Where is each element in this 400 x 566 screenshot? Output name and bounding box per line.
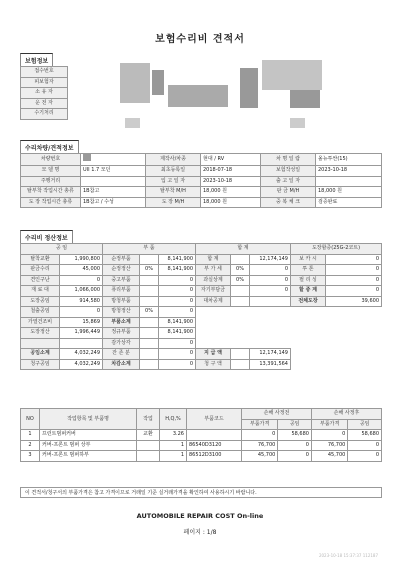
vehicle-value: 18,000 원 — [316, 187, 382, 198]
parts-cell: 프런트범퍼커버 — [40, 430, 137, 441]
settle-value: 45,000 — [60, 265, 103, 276]
table-row — [21, 440, 382, 451]
settle-label: 청구공임 — [21, 359, 60, 370]
vehicle-value — [81, 176, 146, 187]
parts-cell: 0 — [278, 440, 312, 451]
vehicle-value: 검증완료 — [316, 197, 382, 208]
parts-cell: 커버-프론트 범퍼 상부 — [40, 440, 137, 451]
parts-cell: 0 — [278, 451, 312, 462]
parts-head: H,Q,% — [160, 409, 187, 430]
settle-table — [20, 243, 382, 370]
settle-value: 15,869 — [60, 317, 103, 328]
parts-cell: 45,700 — [242, 451, 278, 462]
settle-label: 대차공제 — [196, 296, 231, 307]
settle-value: 0 — [250, 275, 291, 286]
settle-label: 자기부담금 — [196, 286, 231, 297]
vehicle-value: UII 1.7 모던 — [81, 166, 146, 177]
redaction-block — [290, 118, 305, 128]
settle-col-head: 부 품 — [103, 244, 196, 255]
vehicle-label: 출 고 일 자 — [261, 176, 316, 187]
settle-label: 과실상계 — [196, 275, 231, 286]
vehicle-table — [20, 153, 382, 208]
settle-label: 탈착교환 — [21, 254, 60, 265]
settle-value: 0 — [326, 275, 382, 286]
vehicle-header: 수리차량/견적정보 — [20, 140, 79, 154]
settle-label: 공임소계 — [21, 349, 60, 360]
settle-value: 0 — [159, 307, 196, 318]
parts-cell: 86540D3120 — [187, 440, 242, 451]
parts-subhead: 공임 — [348, 419, 382, 430]
parts-cell — [137, 451, 160, 462]
vehicle-value: 1B참고 / 수성 — [81, 197, 146, 208]
settle-label: 차감소계 — [103, 359, 140, 370]
vehicle-label: 탈부착 작업시간 총류 — [21, 187, 81, 198]
settle-value: 1,996,449 — [60, 328, 103, 339]
parts-cell: 1 — [160, 451, 187, 462]
vehicle-label: 최초등록일 — [146, 166, 201, 177]
vehicle-value: 2023-10-18 — [201, 176, 261, 187]
vehicle-value: 현대 / RV — [201, 154, 261, 166]
settle-value: 0 — [60, 275, 103, 286]
settle-value — [60, 338, 103, 349]
settle-label: 재 료 대 — [21, 286, 60, 297]
parts-subhead: 부품가격 — [242, 419, 278, 430]
parts-table — [20, 408, 382, 462]
insurance-table — [20, 66, 68, 120]
redaction-block — [290, 90, 320, 108]
vehicle-value: 18,000 원 — [201, 197, 261, 208]
settle-value: 0% — [231, 265, 250, 276]
settle-value: 13,391,564 — [250, 359, 291, 370]
settle-value: 39,600 — [326, 296, 382, 307]
settle-value: 12,174,149 — [250, 349, 291, 360]
vehicle-label: 주행거리 — [21, 176, 81, 187]
insurance-label: 피보험자 — [21, 77, 68, 88]
parts-head: 손해 사정후 — [311, 409, 381, 420]
price-notice: 이 견적서/청구서의 부품가격은 참고 가격이므로 거래일 기준 실거래가격을 확인하여 사용하시기 바랍니다. — [20, 487, 382, 498]
parts-cell: 0 — [348, 440, 382, 451]
settle-value: 0% — [231, 275, 250, 286]
redaction-block — [152, 70, 164, 95]
parts-cell: 0 — [242, 430, 278, 441]
settle-value: 0 — [159, 275, 196, 286]
settle-label: 순정정산 — [103, 265, 140, 276]
footer-title: AUTOMOBILE REPAIR COST On-line — [136, 512, 264, 520]
paint-surcharge-label: 도장할증(25G-2코트) — [291, 244, 382, 255]
parts-head: 작업 — [137, 409, 160, 430]
vehicle-label: 판 금 M/H — [261, 187, 316, 198]
parts-cell: 76,700 — [242, 440, 278, 451]
settle-value: 0 — [326, 286, 382, 297]
settle-value: 8,141,900 — [159, 328, 196, 339]
document-title: 보험수리비 견적서 — [155, 34, 245, 45]
parts-cell: 커버-프론트 범퍼하부 — [40, 451, 137, 462]
parts-head: 부품코드 — [187, 409, 242, 430]
vehicle-value: 2018-07-18 — [201, 166, 261, 177]
settle-label: 정규부품 — [103, 328, 140, 339]
insurance-label: 접수번호 — [21, 67, 68, 78]
page-number: 페이지 : 1/8 — [183, 529, 217, 536]
settle-value: 0 — [159, 296, 196, 307]
settle-col-head: 공 임 — [21, 244, 103, 255]
settle-label: 잔 존 분 — [103, 349, 140, 360]
settle-value: 0 — [159, 338, 196, 349]
redaction-block — [125, 118, 140, 128]
settle-label — [21, 338, 60, 349]
settle-value: 1,990,800 — [60, 254, 103, 265]
parts-cell: 45,700 — [311, 451, 347, 462]
insurance-label: 소 유 자 — [21, 88, 68, 99]
parts-cell: 3.26 — [160, 430, 187, 441]
settle-label: 투 톤 — [291, 265, 326, 276]
parts-cell: 3 — [21, 451, 40, 462]
insurance-header: 보험정보 — [20, 53, 53, 67]
settle-value: 0 — [326, 265, 382, 276]
parts-subhead: 부품가격 — [311, 419, 347, 430]
settle-value: 0% — [140, 265, 159, 276]
settle-label: 도장정산 — [21, 328, 60, 339]
vehicle-label: 도 장 작업시간 총류 — [21, 197, 81, 208]
parts-cell: 2 — [21, 440, 40, 451]
settle-label: 할 증 계 — [291, 286, 326, 297]
settle-label: 전체도장 — [291, 296, 326, 307]
settle-value — [250, 296, 291, 307]
vehicle-label: 차량번호 — [21, 154, 81, 166]
settle-value: 0 — [60, 307, 103, 318]
parts-head: NO — [21, 409, 40, 430]
table-row — [21, 430, 382, 441]
insurance-label: 수기처리 — [21, 109, 68, 120]
settle-label: 합 계 — [196, 254, 231, 265]
parts-cell: 58,680 — [278, 430, 312, 441]
vehicle-label: 보험작성일 — [261, 166, 316, 177]
settle-label: 청 구 액 — [196, 359, 231, 370]
settle-value: 0% — [140, 307, 159, 318]
parts-cell: 86512D3100 — [187, 451, 242, 462]
redaction-block — [120, 63, 150, 103]
settle-value: 0 — [159, 359, 196, 370]
parts-cell — [187, 430, 242, 441]
table-row — [21, 451, 382, 462]
vehicle-number — [81, 154, 146, 166]
settle-label: 도장공임 — [21, 296, 60, 307]
vehicle-label: 제작사/차종 — [146, 154, 201, 166]
settle-label: 부 가 세 — [196, 265, 231, 276]
settle-value: 4,032,249 — [60, 349, 103, 360]
settle-label: 방청정산 — [103, 307, 140, 318]
parts-cell — [137, 440, 160, 451]
settle-value: 8,141,900 — [159, 254, 196, 265]
redaction-block — [168, 85, 228, 107]
settle-label: 보 카 시 — [291, 254, 326, 265]
redaction-block — [83, 154, 91, 161]
settle-col-head: 합 계 — [196, 244, 291, 255]
parts-cell: 76,700 — [311, 440, 347, 451]
settle-value: 0 — [326, 254, 382, 265]
settle-value: 0 — [250, 265, 291, 276]
settle-value: 12,174,149 — [250, 254, 291, 265]
settle-header: 수리비 정산정보 — [20, 230, 73, 244]
settle-value: 4,032,249 — [60, 359, 103, 370]
vehicle-value — [316, 176, 382, 187]
vehicle-value: 18,000 원 — [201, 187, 261, 198]
settle-label: 방청부품 — [103, 296, 140, 307]
redaction-block — [240, 68, 258, 108]
parts-cell: 0 — [311, 430, 347, 441]
print-timestamp: 2023-10-18 15:37:37 112187 — [318, 553, 378, 558]
settle-label: 순정부품 — [103, 254, 140, 265]
vehicle-label: 입 고 일 자 — [146, 176, 201, 187]
settle-label: 중고부품 — [103, 275, 140, 286]
settle-value: 914,580 — [60, 296, 103, 307]
settle-label: 감가상각 — [103, 338, 140, 349]
settle-value: 8,141,900 — [159, 265, 196, 276]
settle-value: 8,141,900 — [159, 317, 196, 328]
parts-cell: 58,680 — [348, 430, 382, 441]
parts-head: 손해 사정전 — [242, 409, 312, 420]
settle-value: 0 — [159, 349, 196, 360]
settle-label: 판금수리 — [21, 265, 60, 276]
parts-subhead: 공임 — [278, 419, 312, 430]
settle-value: 0 — [159, 286, 196, 297]
parts-cell: 1 — [21, 430, 40, 441]
parts-cell: 교환 — [137, 430, 160, 441]
vehicle-value: 1B참고 — [81, 187, 146, 198]
settle-label: 지 급 액 — [196, 349, 231, 360]
settle-value: 0 — [250, 286, 291, 297]
vehicle-label: 도 장 M/H — [146, 197, 201, 208]
settle-label: 퓨리부품 — [103, 286, 140, 297]
settle-label: 부품소계 — [103, 317, 140, 328]
settle-label: 철출공임 — [21, 307, 60, 318]
vehicle-value: 2023-10-18 — [316, 166, 382, 177]
vehicle-label: 탈부착 M/H — [146, 187, 201, 198]
redaction-block — [262, 60, 322, 90]
vehicle-label: 중 복 체 크 — [261, 197, 316, 208]
parts-head: 작업항목 및 부품명 — [40, 409, 137, 430]
vehicle-value: 올뉴투싼(15) — [316, 154, 382, 166]
settle-label: 가열건조비 — [21, 317, 60, 328]
parts-cell: 1 — [160, 440, 187, 451]
vehicle-label: 차 명 일 람 — [261, 154, 316, 166]
vehicle-label: 모 델 명 — [21, 166, 81, 177]
parts-cell: 0 — [348, 451, 382, 462]
settle-value: 1,066,000 — [60, 286, 103, 297]
settle-label: 견인구난 — [21, 275, 60, 286]
settle-label: 펄 리 싱 — [291, 275, 326, 286]
insurance-label: 운 전 자 — [21, 98, 68, 109]
